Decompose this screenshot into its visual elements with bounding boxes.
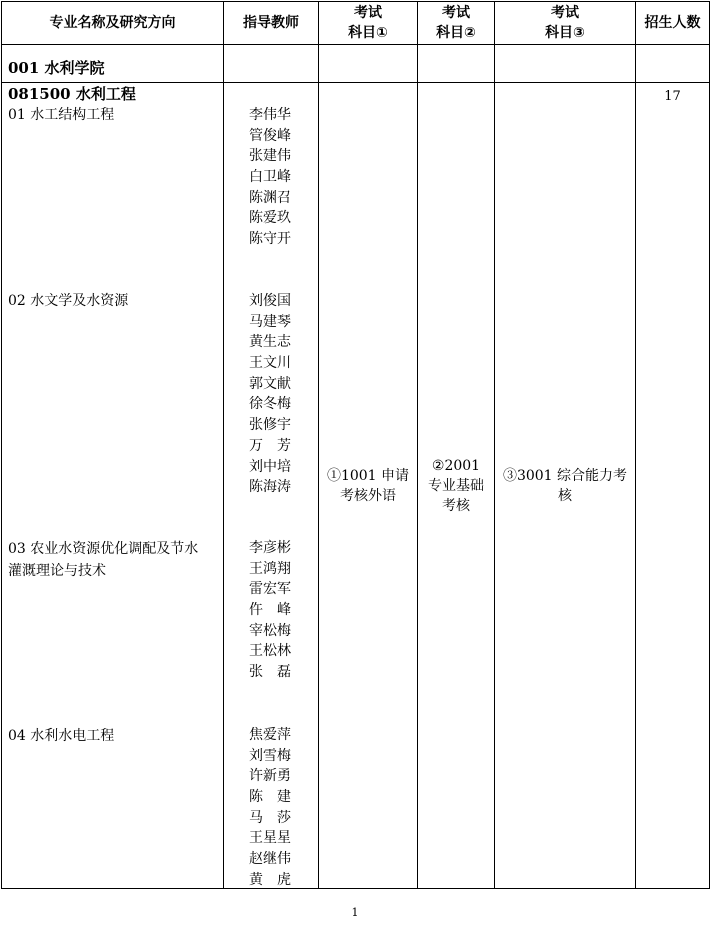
teacher-name: 王文川	[249, 355, 291, 372]
teacher-name: 万 芳	[249, 437, 291, 454]
teacher-name: 白卫峰	[249, 169, 291, 186]
direction-03: 03 农业水资源优化调配及节水 灌溉理论与技术	[8, 541, 199, 579]
teacher-list-01	[224, 105, 318, 250]
teacher-name: 王鸿翔	[249, 560, 291, 577]
teacher-name: 陈守开	[249, 231, 291, 248]
quota-cell: 17	[636, 83, 710, 889]
teacher-name: 陈爱玖	[249, 210, 291, 227]
teacher-name: 马建琴	[249, 313, 291, 330]
major-title: 081500 水利工程	[8, 85, 136, 103]
header-quota: 招生人数	[636, 2, 710, 45]
teacher-name: 黄 虎	[249, 871, 291, 888]
header-subject3: 考试 科目③	[495, 2, 636, 45]
teacher-name: 陈渊召	[249, 189, 291, 206]
direction-04: 04 水利水电工程	[8, 728, 115, 744]
teacher-name: 陈 建	[249, 789, 291, 806]
teacher-list-03	[224, 538, 318, 683]
teacher-cell	[224, 83, 319, 889]
teacher-name: 刘雪梅	[249, 747, 291, 764]
teacher-name: 焦爱萍	[249, 727, 291, 743]
teacher-name: 王松林	[249, 643, 291, 660]
teacher-name: 许新勇	[249, 768, 291, 785]
teacher-name: 马 莎	[249, 809, 291, 826]
header-subject2: 考试 科目②	[418, 2, 495, 45]
teacher-name: 雷宏军	[249, 581, 291, 598]
subject1-cell: ①1001 申请 考核外语	[319, 83, 418, 889]
teacher-list-04	[224, 725, 318, 891]
teacher-name: 宰松梅	[249, 622, 291, 639]
teacher-name: 刘俊国	[249, 293, 291, 309]
teacher-name: 仵 峰	[249, 602, 291, 619]
subject2-cell: ②2001 专业基础 考核	[418, 83, 495, 889]
teacher-name: 陈海涛	[249, 479, 291, 496]
table-header-row	[2, 2, 710, 45]
teacher-list-02	[224, 291, 318, 498]
teacher-name: 张修宇	[249, 417, 291, 434]
header-subject1: 考试 科目①	[319, 2, 418, 45]
teacher-name: 王星星	[249, 830, 291, 847]
header-teacher: 指导教师	[224, 2, 319, 45]
teacher-name: 张 磊	[249, 664, 291, 681]
teacher-name: 徐冬梅	[249, 396, 291, 413]
teacher-name: 管俊峰	[249, 127, 291, 144]
major-row	[2, 83, 710, 889]
teacher-name: 刘中培	[249, 458, 291, 475]
major-cell	[2, 83, 224, 889]
teacher-name: 李伟华	[249, 107, 291, 123]
header-major: 专业名称及研究方向	[2, 2, 224, 45]
page-number: 1	[351, 906, 359, 919]
direction-02: 02 水文学及水资源	[8, 293, 129, 309]
teacher-name: 张建伟	[249, 148, 291, 165]
college-name: 001 水利学院	[2, 45, 224, 83]
subject3-cell: ③3001 综合能力考 核	[495, 83, 636, 889]
teacher-name: 李彦彬	[249, 540, 291, 556]
teacher-name: 郭文献	[249, 375, 291, 392]
direction-01: 01 水工结构工程	[8, 107, 115, 123]
teacher-name: 黄生志	[249, 334, 291, 351]
college-row	[2, 45, 710, 83]
teacher-name: 赵继伟	[249, 851, 291, 868]
enrollment-table	[1, 1, 710, 889]
